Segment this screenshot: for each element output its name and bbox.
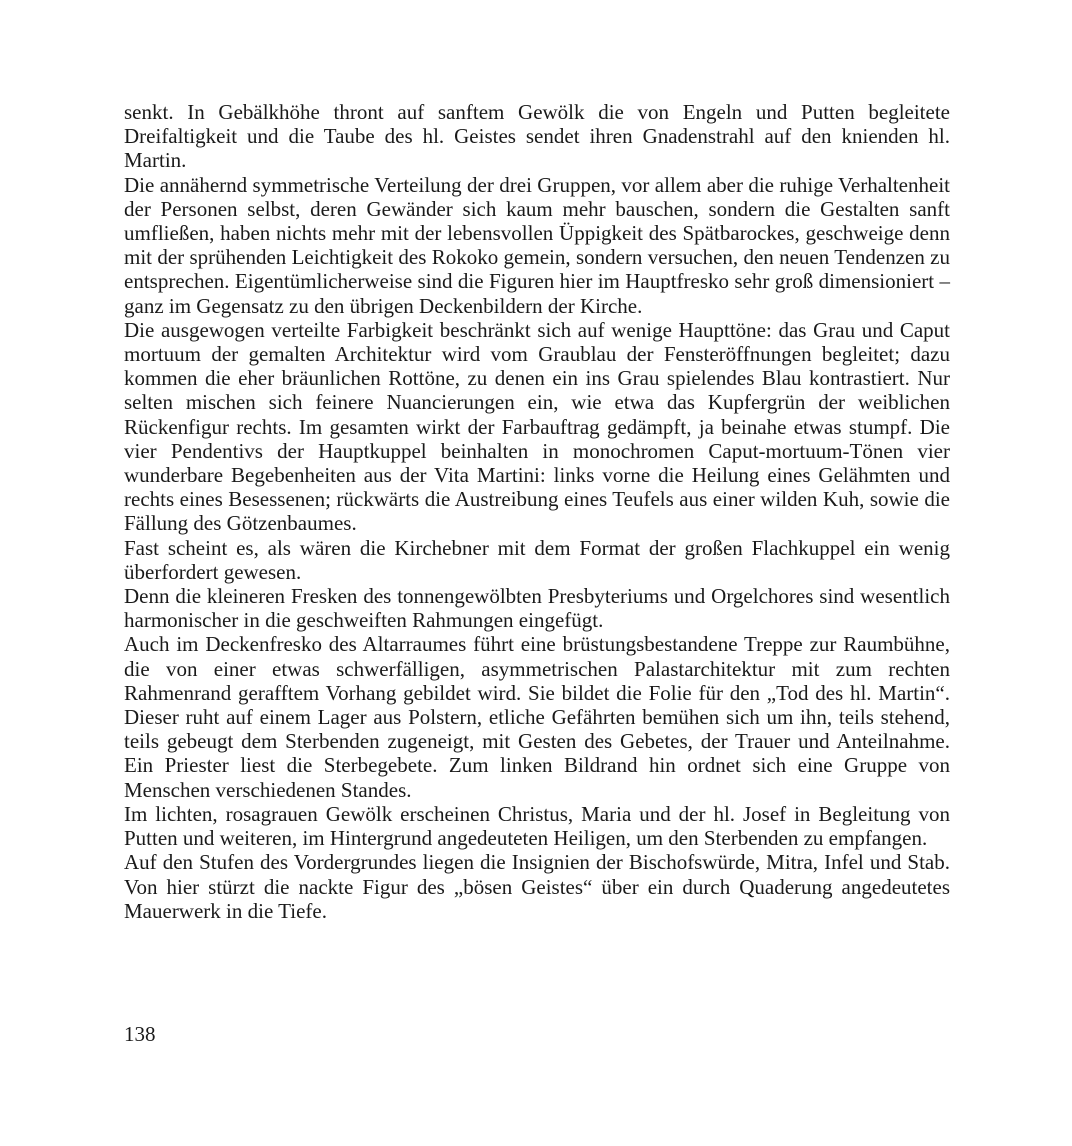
- body-text: [124, 100, 950, 923]
- paragraph: Im lichten, rosagrauen Gewölk erscheinen Christus, Maria und der hl. Josef in Begleitung von Putten und weiteren, im Hintergrund angedeuteten Heiligen, um den Sterbenden zu empfangen.: [124, 801, 950, 851]
- paragraph: Die ausgewogen verteilte Farbigkeit beschränkt sich auf wenige Haupttöne: das Grau und Caput mortuum der gemalten Architektur wird vom Graublau der Fensteröffnungen begleitet; dazu kommen die eher bräunlichen Rottöne, zu denen ein ins Grau spielendes Blau kontrastiert. Nur selten mischen sich feinere Nuancierungen ein, wie etwa das Kupfergrün der weiblichen Rückenfigur rechts. Im gesamten wirkt der Farbauftrag gedämpft, ja beinahe etwas stumpf. Die vier Pendentivs der Hauptkuppel beinhalten in monochromen Caput-mortuum-Tönen vier wunderbare Begebenheiten aus der Vita Martini: links vorne die Heilung eines Gelähmten und rechts eines Besessenen; rückwärts die Austreibung eines Teufels aus einer wilden Kuh, sowie die Fällung des Götzenbaumes.: [124, 317, 950, 536]
- paragraph: senkt. In Gebälkhöhe thront auf sanftem Gewölk die von Engeln und Putten begleitete Dreifaltigkeit und die Taube des hl. Geistes sendet ihren Gnadenstrahl auf den knienden hl. Martin.: [124, 100, 950, 173]
- page-number: 138: [124, 1022, 156, 1046]
- paragraph: Auch im Deckenfresko des Altarraumes führt eine brüstungsbestandene Treppe zur Raumbühne, die von einer etwas schwerfälligen, asymmetrischen Palastarchitektur mit zum rechten Rahmenrand gerafftem Vorhang gebildet wird. Sie bildet die Folie für den „Tod des hl. Martin“. Dieser ruht auf einem Lager aus Polstern, etliche Gefährten bemühen sich um ihn, teils stehend, teils gebeugt dem Sterbenden zugeneigt, mit Gesten des Gebetes, der Trauer und Anteilnahme. Ein Priester liest die Sterbegebete. Zum linken Bildrand hin ordnet sich eine Gruppe von Menschen verschiedenen Standes.: [124, 632, 950, 802]
- paragraph: Denn die kleineren Fresken des tonnengewölbten Presbyteriums und Orgelchores sind wesentlich harmonischer in die geschweiften Rahmungen eingefügt.: [124, 584, 950, 633]
- paragraph: Fast scheint es, als wären die Kirchebner mit dem Format der großen Flachkuppel ein wenig überfordert gewesen.: [124, 535, 950, 584]
- paragraph: Die annähernd symmetrische Verteilung der drei Gruppen, vor allem aber die ruhige Verhaltenheit der Personen selbst, deren Gewänder sich kaum mehr bauschen, sondern die Gestalten sanft umfließen, haben nichts mehr mit der lebensvollen Üppigkeit des Spätbarockes, geschweige denn mit der sprühenden Leichtigkeit des Rokoko gemein, sondern versuchen, den neuen Tendenzen zu entsprechen. Eigentümlicherweise sind die Figuren hier im Hauptfresko sehr groß dimensioniert – ganz im Gegensatz zu den übrigen Deckenbildern der Kirche.: [124, 172, 950, 318]
- paragraph: Auf den Stufen des Vordergrundes liegen die Insignien der Bischofswürde, Mitra, Infel und Stab. Von hier stürzt die nackte Figur des „bösen Geistes“ über ein durch Quaderung angedeutetes Mauerwerk in die Tiefe.: [124, 850, 950, 923]
